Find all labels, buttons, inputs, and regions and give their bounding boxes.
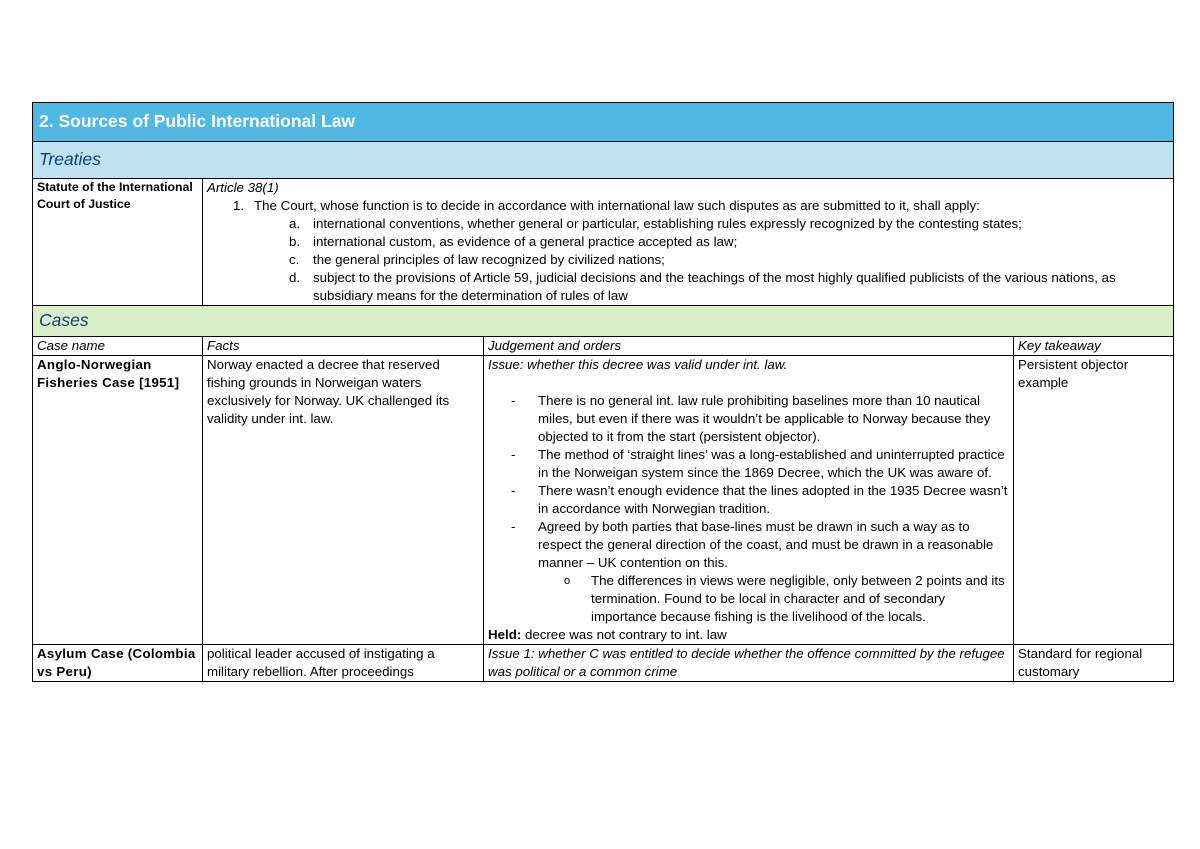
- column-header-case-name: Case name: [33, 337, 203, 356]
- case-name-cell: [33, 645, 203, 682]
- table-row: [33, 356, 1174, 645]
- judgement-point-text: The method of ‘straight lines’ was a long-established and uninterrupted practice in the Norweigan system since the 1869 Decree, which the UK was aware of.: [538, 447, 1005, 480]
- judgement-cell: [484, 356, 1014, 645]
- takeaway-cell: [1014, 645, 1174, 682]
- column-header-judgement: Judgement and orders: [484, 337, 1014, 356]
- held-line: [488, 626, 1009, 644]
- dash-bullet: -: [511, 447, 516, 462]
- judgement-point: [488, 392, 1009, 446]
- treaties-row: [33, 179, 1174, 306]
- dash-bullet: -: [511, 483, 516, 498]
- article-item-text: The Court, whose function is to decide in accordance with international law such disputes as are submitted to it, shall apply:: [254, 198, 980, 213]
- cases-heading-row: [33, 306, 1174, 337]
- title-cell: [33, 103, 1174, 142]
- treaties-label: Statute of the International Court of Justice: [37, 180, 193, 211]
- case-name: Asylum Case (Colombia vs Peru): [37, 646, 196, 679]
- takeaway-cell: [1014, 356, 1174, 645]
- page-title: 2. Sources of Public International Law: [39, 111, 356, 131]
- sources-table: [32, 102, 1174, 682]
- article-subitem-a: [207, 215, 1169, 233]
- treaties-heading-row: [33, 142, 1174, 179]
- table-row: [33, 645, 1174, 682]
- subitem-number: d.: [289, 270, 301, 285]
- case-facts: political leader accused of instigating a military rebellion. After proceedings: [207, 646, 435, 679]
- title-row: [33, 103, 1174, 142]
- article-item-number: 1.: [233, 198, 245, 213]
- article-item: [207, 197, 1169, 215]
- subitem-number: c.: [289, 252, 300, 267]
- case-takeaway: Standard for regional customary: [1018, 646, 1143, 679]
- subitem-text: the general principles of law recognized by civilized nations;: [313, 252, 665, 267]
- judgement-point-text: Agreed by both parties that base-lines must be drawn in such a way as to respect the general direction of the coast, and must be drawn in a reasonable manner – UK contention on this.: [538, 519, 994, 570]
- case-name-cell: [33, 356, 203, 645]
- article-subitem-d: [207, 269, 1169, 305]
- held-text: decree was not contrary to int. law: [521, 627, 727, 642]
- case-issue: Issue: whether this decree was valid under int. law.: [488, 357, 788, 372]
- judgement-point: [488, 482, 1009, 518]
- case-issue: Issue 1: whether C was entitled to decide whether the offence committed by the refugee was political or a common crime: [488, 646, 1005, 679]
- cases-column-headers: [33, 337, 1174, 356]
- circle-bullet: o: [564, 575, 571, 587]
- spacer: [488, 374, 1009, 392]
- treaties-heading-cell: [33, 142, 1174, 179]
- judgement-point: [488, 518, 1009, 572]
- dash-bullet: -: [511, 393, 516, 408]
- subitem-number: b.: [289, 234, 301, 249]
- judgement-subpoint: [488, 572, 1009, 626]
- case-takeaway: Persistent objector example: [1018, 357, 1129, 390]
- article-subitem-c: [207, 251, 1169, 269]
- subitem-number: a.: [289, 216, 301, 231]
- cases-heading: Cases: [39, 310, 89, 330]
- dash-bullet: -: [511, 519, 516, 534]
- article-heading: Article 38(1): [207, 180, 279, 195]
- judgement-point-text: There wasn’t enough evidence that the lines adopted in the 1935 Decree wasn’t in accordance with Norwegian tradition.: [538, 483, 1008, 516]
- held-label: Held:: [488, 627, 522, 642]
- article-subitem-b: [207, 233, 1169, 251]
- column-header-takeaway: Key takeaway: [1014, 337, 1174, 356]
- subitem-text: subject to the provisions of Article 59, judicial decisions and the teachings of the most highly qualified publicists of the various nations, as subsidiary means for the determination of rules of law: [313, 270, 1116, 303]
- treaties-label-cell: [33, 179, 203, 306]
- judgement-point-text: There is no general int. law rule prohibiting baselines more than 10 nautical miles, but even if there was it wouldn’t be applicable to Norway because they objected to it from the start (persistent objector).: [538, 393, 991, 444]
- treaties-heading: Treaties: [39, 149, 101, 169]
- treaties-content-cell: [203, 179, 1174, 306]
- judgement-cell: [484, 645, 1014, 682]
- facts-cell: [203, 645, 484, 682]
- facts-cell: [203, 356, 484, 645]
- subitem-text: international custom, as evidence of a general practice accepted as law;: [313, 234, 738, 249]
- column-header-facts: Facts: [203, 337, 484, 356]
- case-facts: Norway enacted a decree that reserved fishing grounds in Norweigan waters exclusively for Norway. UK challenged its validity under int. law.: [207, 357, 450, 426]
- subitem-text: international conventions, whether general or particular, establishing rules expressly recognized by the contesting states;: [313, 216, 1022, 231]
- cases-heading-cell: [33, 306, 1174, 337]
- judgement-subpoint-text: The differences in views were negligible, only between 2 points and its termination. Found to be local in character and of secondary importance because fishing is the livelihood of the locals.: [591, 573, 1005, 624]
- case-name: Anglo-Norwegian Fisheries Case [1951]: [37, 357, 180, 390]
- judgement-point: [488, 446, 1009, 482]
